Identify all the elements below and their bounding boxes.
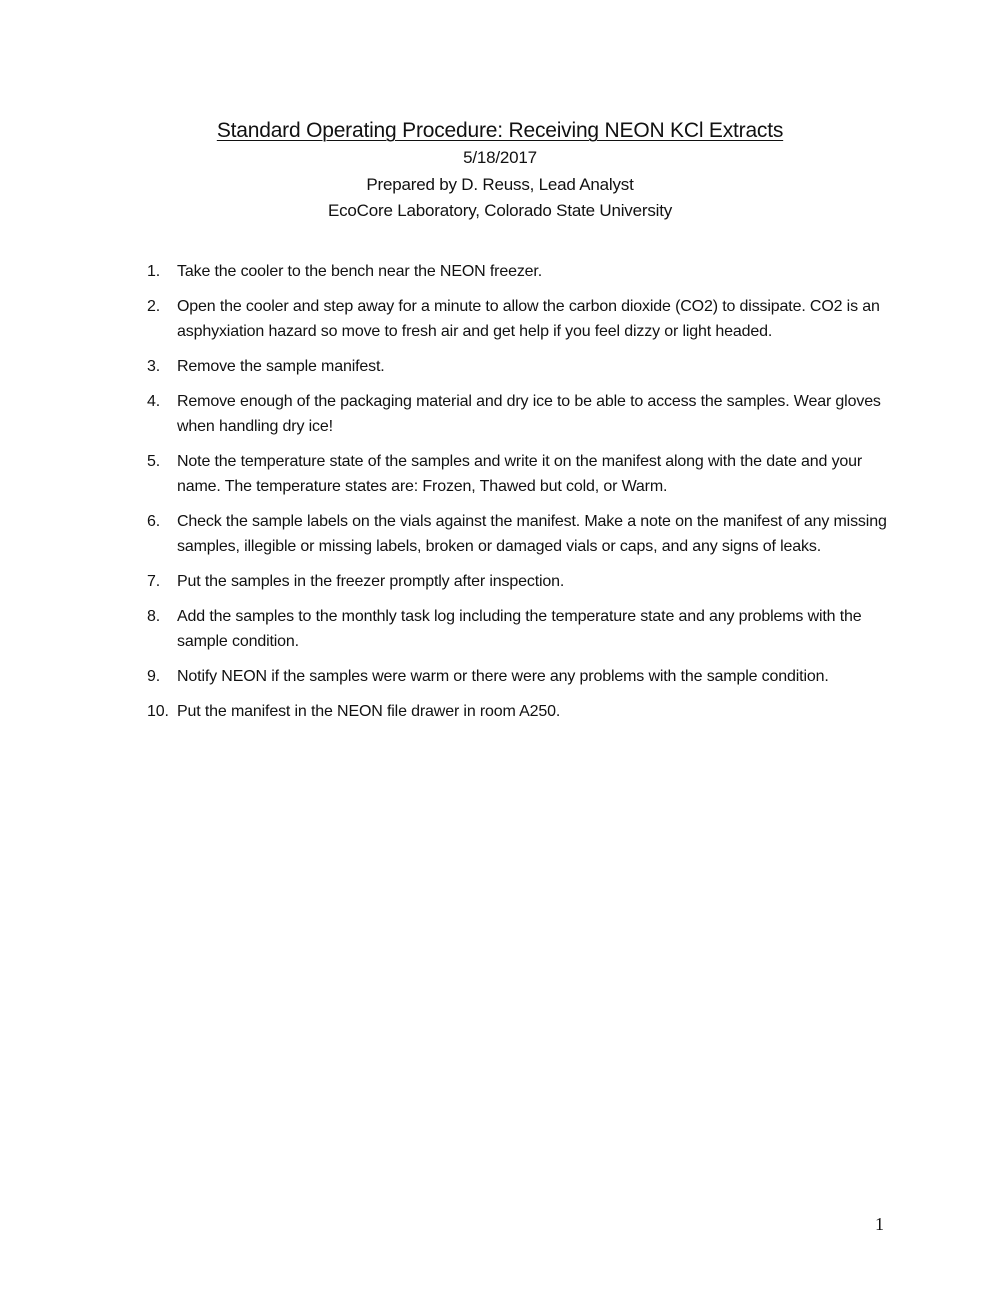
step-number: 2.	[147, 298, 161, 315]
step-5	[147, 449, 887, 499]
step-number: 1.	[147, 263, 161, 280]
procedure-steps	[147, 259, 887, 734]
step-number: 9.	[147, 668, 161, 685]
step-number: 5.	[147, 453, 161, 470]
step-text: Open the cooler and step away for a minute to allow the carbon dioxide (CO2) to dissipate. CO2 is an asphyxiation hazard so move to fresh air and get help if you feel dizzy or light headed.	[177, 298, 880, 340]
step-number: 3.	[147, 358, 161, 375]
document-header	[0, 117, 1000, 225]
step-text: Remove the sample manifest.	[177, 358, 385, 375]
step-6	[147, 509, 887, 559]
page-number: 1	[875, 1214, 884, 1234]
step-number: 4.	[147, 393, 161, 410]
step-text: Put the samples in the freezer promptly after inspection.	[177, 573, 565, 590]
step-number: 8.	[147, 608, 161, 625]
prepared-by: Prepared by D. Reuss, Lead Analyst	[366, 174, 634, 194]
document-date: 5/18/2017	[463, 148, 537, 167]
step-4	[147, 389, 887, 439]
step-number: 7.	[147, 573, 161, 590]
step-8	[147, 604, 887, 654]
step-text: Remove enough of the packaging material and dry ice to be able to access the samples. Wear gloves when handling dry ice!	[177, 393, 881, 435]
step-7	[147, 569, 887, 594]
step-text: Put the manifest in the NEON file drawer in room A250.	[177, 703, 561, 720]
step-text: Take the cooler to the bench near the NEON freezer.	[177, 263, 543, 280]
step-10	[147, 699, 887, 724]
step-text: Check the sample labels on the vials against the manifest. Make a note on the manifest of any missing samples, illegible or missing labels, broken or damaged vials or caps, and any signs of leaks.	[177, 513, 887, 555]
organization: EcoCore Laboratory, Colorado State University	[327, 201, 673, 220]
step-3	[147, 354, 887, 379]
step-number: 6.	[147, 513, 161, 530]
step-9	[147, 664, 887, 689]
step-text: Add the samples to the monthly task log including the temperature state and any problems with the sample condition.	[177, 608, 862, 650]
step-text: Note the temperature state of the samples and write it on the manifest along with the date and your name. The temperature states are: Frozen, Thawed but cold, or Warm.	[177, 453, 863, 495]
step-1	[147, 259, 887, 284]
document-title: Standard Operating Procedure: Receiving NEON KCl Extracts	[216, 119, 784, 142]
step-text: Notify NEON if the samples were warm or there were any problems with the sample condition.	[177, 668, 829, 685]
step-2	[147, 294, 887, 344]
step-number: 10.	[147, 703, 169, 720]
